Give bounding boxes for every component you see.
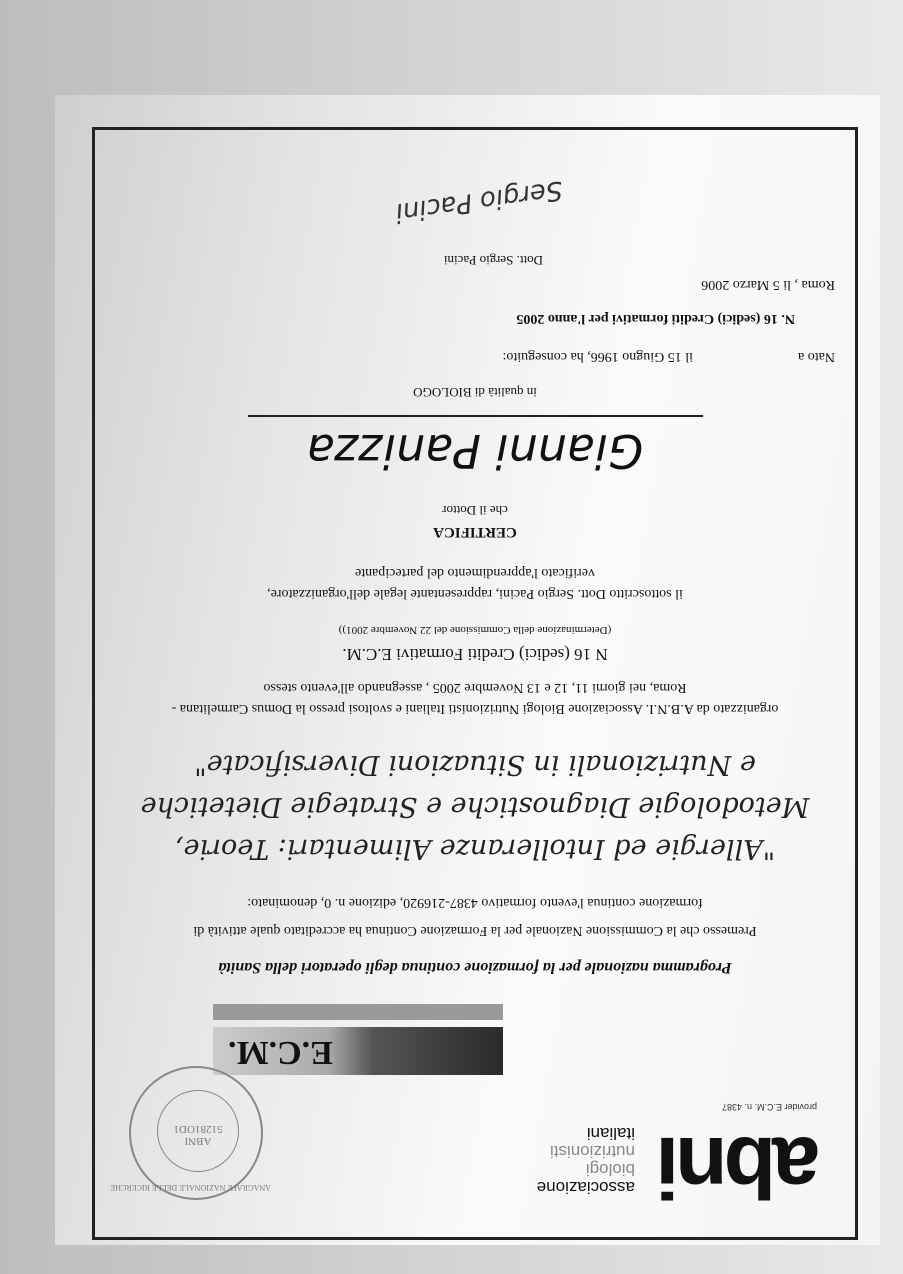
ecm-label: E.C.M. — [228, 1034, 333, 1071]
logo-sub-line: associazione — [536, 1178, 635, 1197]
logo-sub-line: italiani — [586, 1124, 635, 1143]
certifica-heading: CERTIFICA — [433, 524, 517, 540]
stamp-line: 51281OD1 — [173, 1123, 223, 1135]
logo-sub-line: biologi — [585, 1160, 635, 1179]
nato-il: il 15 Giugno 1966, ha conseguito: — [502, 349, 693, 364]
logo-sub-line: nutrizionisti — [549, 1142, 635, 1161]
organizzato-line: Roma, nei giorni 11, 12 e 13 Novembre 2005 , assegnando all'evento stesso — [263, 680, 687, 695]
luogo-data: Roma , li 5 Marzo 2006 — [701, 277, 835, 292]
premesso-line: formazione continua l'evento formativo 4387-216920, edizione n. 0, denominato: — [247, 895, 703, 910]
credits-line: N 16 (sedici) Crediti Formativi E.C.M. — [342, 645, 608, 664]
determinazione: (Determinazione della Commissione del 22 Novembre 2001)) — [338, 624, 612, 636]
qualita: in qualità di BIOLOGO — [413, 385, 537, 400]
program-title: Programma nazionale per la formazione continua degli operatori della Sanità — [218, 959, 732, 976]
stamp-ring-text: ANAGRAFE NAZIONALE DELLE RICERCHE — [110, 1183, 271, 1192]
crediti-anno: N. 16 (sedici) Crediti formativi per l'anno 2005 — [516, 311, 795, 326]
sottoscritto-line: verificato l'apprendimento del partecipante — [354, 565, 596, 580]
event-title-line: "Allergie ed Intolleranze Alimentari: Teorie, — [174, 833, 776, 864]
che-il-dottor: che il Dottor — [442, 503, 508, 518]
nato-a: Nato a — [798, 349, 835, 364]
logo-subtitle — [537, 1124, 635, 1196]
premesso-line: Premesso che la Commissione Nazionale per la Formazione Continua ha accreditato quale attività di — [193, 923, 757, 938]
signer-name: Dott. Sergio Pacini — [443, 253, 543, 268]
ecm-banner — [213, 1000, 503, 1075]
sottoscritto-line: il sottoscritto Dott. Sergio Pacini, rappresentante legale dell'organizzatore, — [267, 586, 683, 601]
provider-text: provider E.C.M. n. 4387 — [721, 1102, 817, 1112]
event-title-line: Metodologie Diagnostiche e Strategie Dietetiche — [140, 791, 810, 822]
name-underline — [248, 415, 703, 417]
abni-logo: abni — [659, 1119, 820, 1215]
recipient-name: Gianni Panizza — [306, 424, 644, 478]
registry-stamp — [110, 1066, 271, 1200]
signature: Sergio Pacini — [393, 174, 565, 228]
event-title-line: e Nutrizionali in Situazioni Diversificate" — [194, 749, 756, 780]
organizzato-line: organizzato da A.B.N.I. Associazione Biologi Nutrizionisti Italiani e svoltosi presso la Domus Carmelitana - — [171, 701, 779, 716]
stamp-line: ABNI — [184, 1135, 212, 1147]
